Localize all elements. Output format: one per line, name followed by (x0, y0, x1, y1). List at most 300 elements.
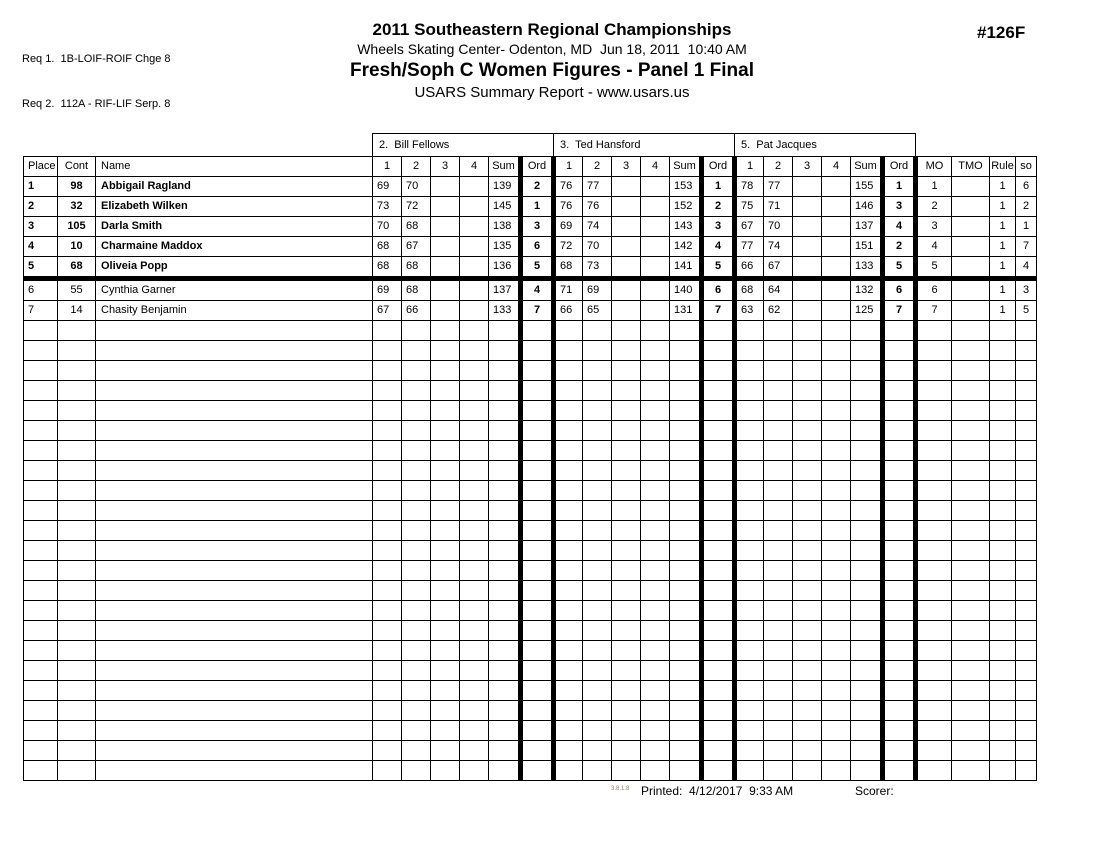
score-cell (431, 197, 460, 217)
empty-cell (402, 721, 431, 741)
score-cell: 70 (373, 217, 402, 237)
empty-cell (96, 621, 373, 641)
empty-cell (431, 601, 460, 621)
empty-cell (431, 421, 460, 441)
empty-cell (431, 481, 460, 501)
empty-cell (670, 601, 702, 621)
so-cell: 3 (1016, 279, 1037, 301)
empty-cell (583, 641, 612, 661)
empty-cell (431, 441, 460, 461)
empty-ord-cell (521, 501, 554, 521)
empty-cell (24, 361, 58, 381)
empty-cell (402, 741, 431, 761)
empty-cell (916, 341, 952, 361)
empty-cell (583, 681, 612, 701)
empty-cell (822, 621, 851, 641)
empty-cell (489, 741, 521, 761)
name-cell: Abbigail Ragland (96, 177, 373, 197)
empty-cell (1016, 721, 1037, 741)
judge-name: 3. Ted Hansford (554, 134, 735, 157)
empty-cell (670, 341, 702, 361)
empty-cell (793, 621, 822, 641)
empty-cell (952, 561, 990, 581)
empty-cell (489, 441, 521, 461)
empty-cell (793, 321, 822, 341)
name-cell: Charmaine Maddox (96, 237, 373, 257)
empty-cell (489, 661, 521, 681)
empty-cell (58, 421, 96, 441)
empty-cell (916, 721, 952, 741)
ord-cell: 3 (702, 217, 735, 237)
empty-cell (990, 341, 1016, 361)
empty-cell (822, 681, 851, 701)
empty-cell (612, 721, 641, 741)
empty-cell (793, 381, 822, 401)
event-title: Fresh/Soph C Women Figures - Panel 1 Final (350, 60, 754, 81)
empty-cell (24, 341, 58, 361)
empty-cell (373, 521, 402, 541)
empty-cell (822, 601, 851, 621)
empty-cell (24, 541, 58, 561)
ord-cell: 5 (702, 257, 735, 279)
score-cell (822, 279, 851, 301)
empty-ord-cell (702, 681, 735, 701)
empty-cell (583, 761, 612, 781)
empty-cell (460, 321, 489, 341)
empty-cell (96, 381, 373, 401)
empty-cell (460, 701, 489, 721)
empty-cell (764, 461, 793, 481)
empty-cell (952, 321, 990, 341)
empty-ord-cell (702, 601, 735, 621)
empty-cell (373, 561, 402, 581)
empty-cell (851, 561, 883, 581)
empty-cell (612, 661, 641, 681)
score-cell: 67 (764, 257, 793, 279)
empty-cell (851, 481, 883, 501)
empty-cell (402, 521, 431, 541)
score-cell (793, 197, 822, 217)
results-table (23, 133, 1037, 781)
empty-cell (641, 441, 670, 461)
empty-cell (431, 641, 460, 661)
score-cell: 67 (735, 217, 764, 237)
empty-ord-cell (521, 741, 554, 761)
ord-cell: 2 (702, 197, 735, 217)
empty-cell (735, 321, 764, 341)
sum-cell: 151 (851, 237, 883, 257)
empty-ord-cell (702, 361, 735, 381)
empty-cell (990, 441, 1016, 461)
judge-name: 2. Bill Fellows (373, 134, 554, 157)
empty-cell (952, 741, 990, 761)
mo-cell: 1 (916, 177, 952, 197)
empty-cell (990, 641, 1016, 661)
empty-ord-cell (702, 501, 735, 521)
empty-cell (793, 361, 822, 381)
empty-ord-cell (883, 381, 916, 401)
empty-cell (764, 601, 793, 621)
empty-cell (373, 321, 402, 341)
empty-cell (1016, 741, 1037, 761)
result-row (24, 217, 1037, 237)
empty-cell (58, 321, 96, 341)
empty-cell (583, 561, 612, 581)
empty-cell (460, 481, 489, 501)
empty-cell (793, 661, 822, 681)
empty-cell (952, 361, 990, 381)
result-row (24, 279, 1037, 301)
empty-cell (554, 601, 583, 621)
title-block (252, 20, 852, 103)
column-header-cont: Cont (58, 157, 96, 177)
empty-cell (402, 421, 431, 441)
empty-cell (460, 761, 489, 781)
empty-cell (24, 641, 58, 661)
empty-cell (851, 581, 883, 601)
empty-ord-cell (883, 481, 916, 501)
empty-cell (822, 321, 851, 341)
tmo-cell (952, 279, 990, 301)
empty-cell (373, 621, 402, 641)
empty-cell (670, 481, 702, 501)
empty-cell (1016, 641, 1037, 661)
score-cell: 73 (373, 197, 402, 217)
empty-cell (460, 361, 489, 381)
score-cell: 76 (554, 197, 583, 217)
empty-cell (24, 661, 58, 681)
ord-cell: 1 (883, 177, 916, 197)
empty-cell (431, 461, 460, 481)
empty-cell (402, 701, 431, 721)
empty-cell (916, 461, 952, 481)
result-row (24, 237, 1037, 257)
empty-cell (990, 421, 1016, 441)
empty-cell (402, 561, 431, 581)
rule-cell: 1 (990, 257, 1016, 279)
empty-cell (793, 461, 822, 481)
empty-cell (373, 541, 402, 561)
empty-cell (764, 361, 793, 381)
score-cell: 69 (554, 217, 583, 237)
empty-cell (916, 741, 952, 761)
empty-cell (583, 721, 612, 741)
empty-cell (373, 601, 402, 621)
championship-title: 2011 Southeastern Regional Championships (372, 20, 732, 39)
empty-cell (952, 761, 990, 781)
score-cell (641, 257, 670, 279)
empty-row (24, 361, 1037, 381)
empty-ord-cell (702, 701, 735, 721)
score-cell: 66 (402, 301, 431, 321)
empty-cell (1016, 501, 1037, 521)
empty-cell (554, 501, 583, 521)
empty-cell (952, 641, 990, 661)
score-cell (793, 301, 822, 321)
score-cell: 71 (554, 279, 583, 301)
empty-cell (583, 481, 612, 501)
rule-cell: 1 (990, 177, 1016, 197)
empty-cell (952, 601, 990, 621)
empty-cell (583, 461, 612, 481)
score-cell: 72 (402, 197, 431, 217)
empty-cell (24, 401, 58, 421)
score-cell: 62 (764, 301, 793, 321)
empty-cell (583, 321, 612, 341)
so-cell: 7 (1016, 237, 1037, 257)
sum-cell: 138 (489, 217, 521, 237)
empty-cell (670, 701, 702, 721)
empty-cell (990, 481, 1016, 501)
score-cell (431, 279, 460, 301)
score-cell: 68 (402, 257, 431, 279)
empty-cell (373, 701, 402, 721)
empty-cell (373, 421, 402, 441)
empty-cell (1016, 621, 1037, 641)
score-cell: 70 (764, 217, 793, 237)
empty-cell (735, 441, 764, 461)
empty-row (24, 381, 1037, 401)
empty-cell (489, 461, 521, 481)
cont-cell: 55 (58, 279, 96, 301)
empty-cell (735, 561, 764, 581)
empty-cell (990, 681, 1016, 701)
empty-ord-cell (702, 741, 735, 761)
score-cell (793, 279, 822, 301)
empty-ord-cell (521, 441, 554, 461)
empty-cell (554, 741, 583, 761)
empty-cell (583, 541, 612, 561)
empty-cell (58, 441, 96, 461)
empty-cell (612, 521, 641, 541)
empty-cell (990, 321, 1016, 341)
empty-cell (641, 641, 670, 661)
empty-cell (735, 721, 764, 741)
empty-cell (96, 521, 373, 541)
empty-cell (793, 441, 822, 461)
empty-cell (952, 461, 990, 481)
empty-cell (916, 761, 952, 781)
empty-cell (431, 661, 460, 681)
empty-cell (764, 501, 793, 521)
empty-cell (1016, 341, 1037, 361)
empty-cell (851, 441, 883, 461)
empty-cell (990, 381, 1016, 401)
tmo-cell (952, 257, 990, 279)
empty-cell (735, 621, 764, 641)
empty-cell (764, 541, 793, 561)
empty-cell (793, 341, 822, 361)
empty-cell (990, 721, 1016, 741)
empty-cell (764, 681, 793, 701)
empty-cell (735, 701, 764, 721)
empty-cell (670, 561, 702, 581)
score-cell: 68 (373, 257, 402, 279)
empty-cell (990, 761, 1016, 781)
empty-cell (990, 701, 1016, 721)
empty-cell (402, 761, 431, 781)
score-cell (793, 237, 822, 257)
empty-cell (96, 541, 373, 561)
empty-ord-cell (521, 641, 554, 661)
sum-cell: 133 (851, 257, 883, 279)
empty-cell (373, 721, 402, 741)
empty-cell (990, 561, 1016, 581)
empty-cell (793, 481, 822, 501)
empty-row (24, 521, 1037, 541)
sum-cell: 136 (489, 257, 521, 279)
empty-cell (851, 641, 883, 661)
empty-cell (641, 521, 670, 541)
so-cell: 1 (1016, 217, 1037, 237)
empty-cell (373, 381, 402, 401)
empty-cell (373, 341, 402, 361)
sum-cell: 145 (489, 197, 521, 217)
empty-cell (58, 481, 96, 501)
empty-ord-cell (702, 661, 735, 681)
empty-cell (489, 761, 521, 781)
empty-cell (431, 621, 460, 641)
empty-cell (851, 421, 883, 441)
score-cell (612, 237, 641, 257)
name-cell: Chasity Benjamin (96, 301, 373, 321)
ord-cell: 4 (521, 279, 554, 301)
score-cell: 63 (735, 301, 764, 321)
ord-cell: 2 (883, 237, 916, 257)
empty-cell (612, 681, 641, 701)
empty-cell (916, 581, 952, 601)
empty-cell (952, 661, 990, 681)
empty-ord-cell (702, 561, 735, 581)
empty-cell (670, 421, 702, 441)
score-cell: 72 (554, 237, 583, 257)
empty-cell (851, 661, 883, 681)
empty-cell (612, 621, 641, 641)
empty-cell (58, 721, 96, 741)
empty-cell (96, 721, 373, 741)
score-cell (460, 217, 489, 237)
empty-cell (24, 761, 58, 781)
empty-cell (735, 401, 764, 421)
empty-cell (583, 341, 612, 361)
empty-cell (990, 501, 1016, 521)
empty-cell (612, 761, 641, 781)
so-cell: 2 (1016, 197, 1037, 217)
empty-ord-cell (883, 321, 916, 341)
score-cell (641, 177, 670, 197)
empty-cell (735, 661, 764, 681)
empty-cell (489, 381, 521, 401)
empty-ord-cell (883, 501, 916, 521)
place-cell: 7 (24, 301, 58, 321)
empty-cell (851, 681, 883, 701)
empty-cell (641, 381, 670, 401)
name-cell: Cynthia Garner (96, 279, 373, 301)
empty-cell (641, 581, 670, 601)
empty-cell (793, 681, 822, 701)
sum-cell: 137 (851, 217, 883, 237)
empty-cell (670, 441, 702, 461)
empty-cell (822, 741, 851, 761)
empty-cell (670, 641, 702, 661)
column-header-rule: Rule (990, 157, 1016, 177)
empty-cell (612, 641, 641, 661)
empty-cell (24, 621, 58, 641)
score-cell (822, 257, 851, 279)
empty-cell (916, 501, 952, 521)
score-cell (431, 177, 460, 197)
empty-cell (916, 641, 952, 661)
empty-ord-cell (702, 421, 735, 441)
empty-cell (402, 581, 431, 601)
empty-cell (612, 601, 641, 621)
empty-ord-cell (521, 381, 554, 401)
cont-cell: 105 (58, 217, 96, 237)
score-cell: 68 (402, 279, 431, 301)
cont-cell: 98 (58, 177, 96, 197)
empty-cell (793, 561, 822, 581)
empty-cell (24, 701, 58, 721)
empty-cell (373, 361, 402, 381)
empty-cell (431, 381, 460, 401)
empty-cell (583, 701, 612, 721)
empty-cell (641, 701, 670, 721)
column-header-judge1-3: 3 (431, 157, 460, 177)
empty-cell (489, 401, 521, 421)
ord-cell: 6 (883, 279, 916, 301)
empty-ord-cell (521, 701, 554, 721)
score-cell: 67 (373, 301, 402, 321)
empty-cell (489, 361, 521, 381)
empty-ord-cell (702, 521, 735, 541)
empty-cell (554, 561, 583, 581)
column-header-judge3-4: 4 (822, 157, 851, 177)
empty-cell (554, 641, 583, 661)
empty-cell (851, 601, 883, 621)
empty-ord-cell (521, 621, 554, 641)
rule-cell: 1 (990, 217, 1016, 237)
column-header-judge1-2: 2 (402, 157, 431, 177)
empty-cell (489, 701, 521, 721)
empty-cell (96, 561, 373, 581)
empty-cell (96, 741, 373, 761)
empty-cell (916, 601, 952, 621)
empty-cell (822, 341, 851, 361)
empty-cell (24, 561, 58, 581)
place-cell: 1 (24, 177, 58, 197)
empty-cell (460, 561, 489, 581)
empty-cell (58, 621, 96, 641)
empty-cell (641, 721, 670, 741)
cont-cell: 68 (58, 257, 96, 279)
score-cell (612, 217, 641, 237)
empty-cell (612, 361, 641, 381)
empty-row (24, 321, 1037, 341)
empty-cell (952, 381, 990, 401)
empty-cell (489, 541, 521, 561)
empty-cell (402, 401, 431, 421)
empty-cell (641, 761, 670, 781)
software-version: 3.8.1.8 (611, 786, 630, 792)
empty-cell (431, 361, 460, 381)
empty-cell (641, 561, 670, 581)
empty-cell (793, 521, 822, 541)
score-cell: 68 (402, 217, 431, 237)
empty-ord-cell (702, 641, 735, 661)
judge-header-spacer-right (916, 134, 1037, 157)
empty-cell (916, 701, 952, 721)
column-header-row (24, 157, 1037, 177)
